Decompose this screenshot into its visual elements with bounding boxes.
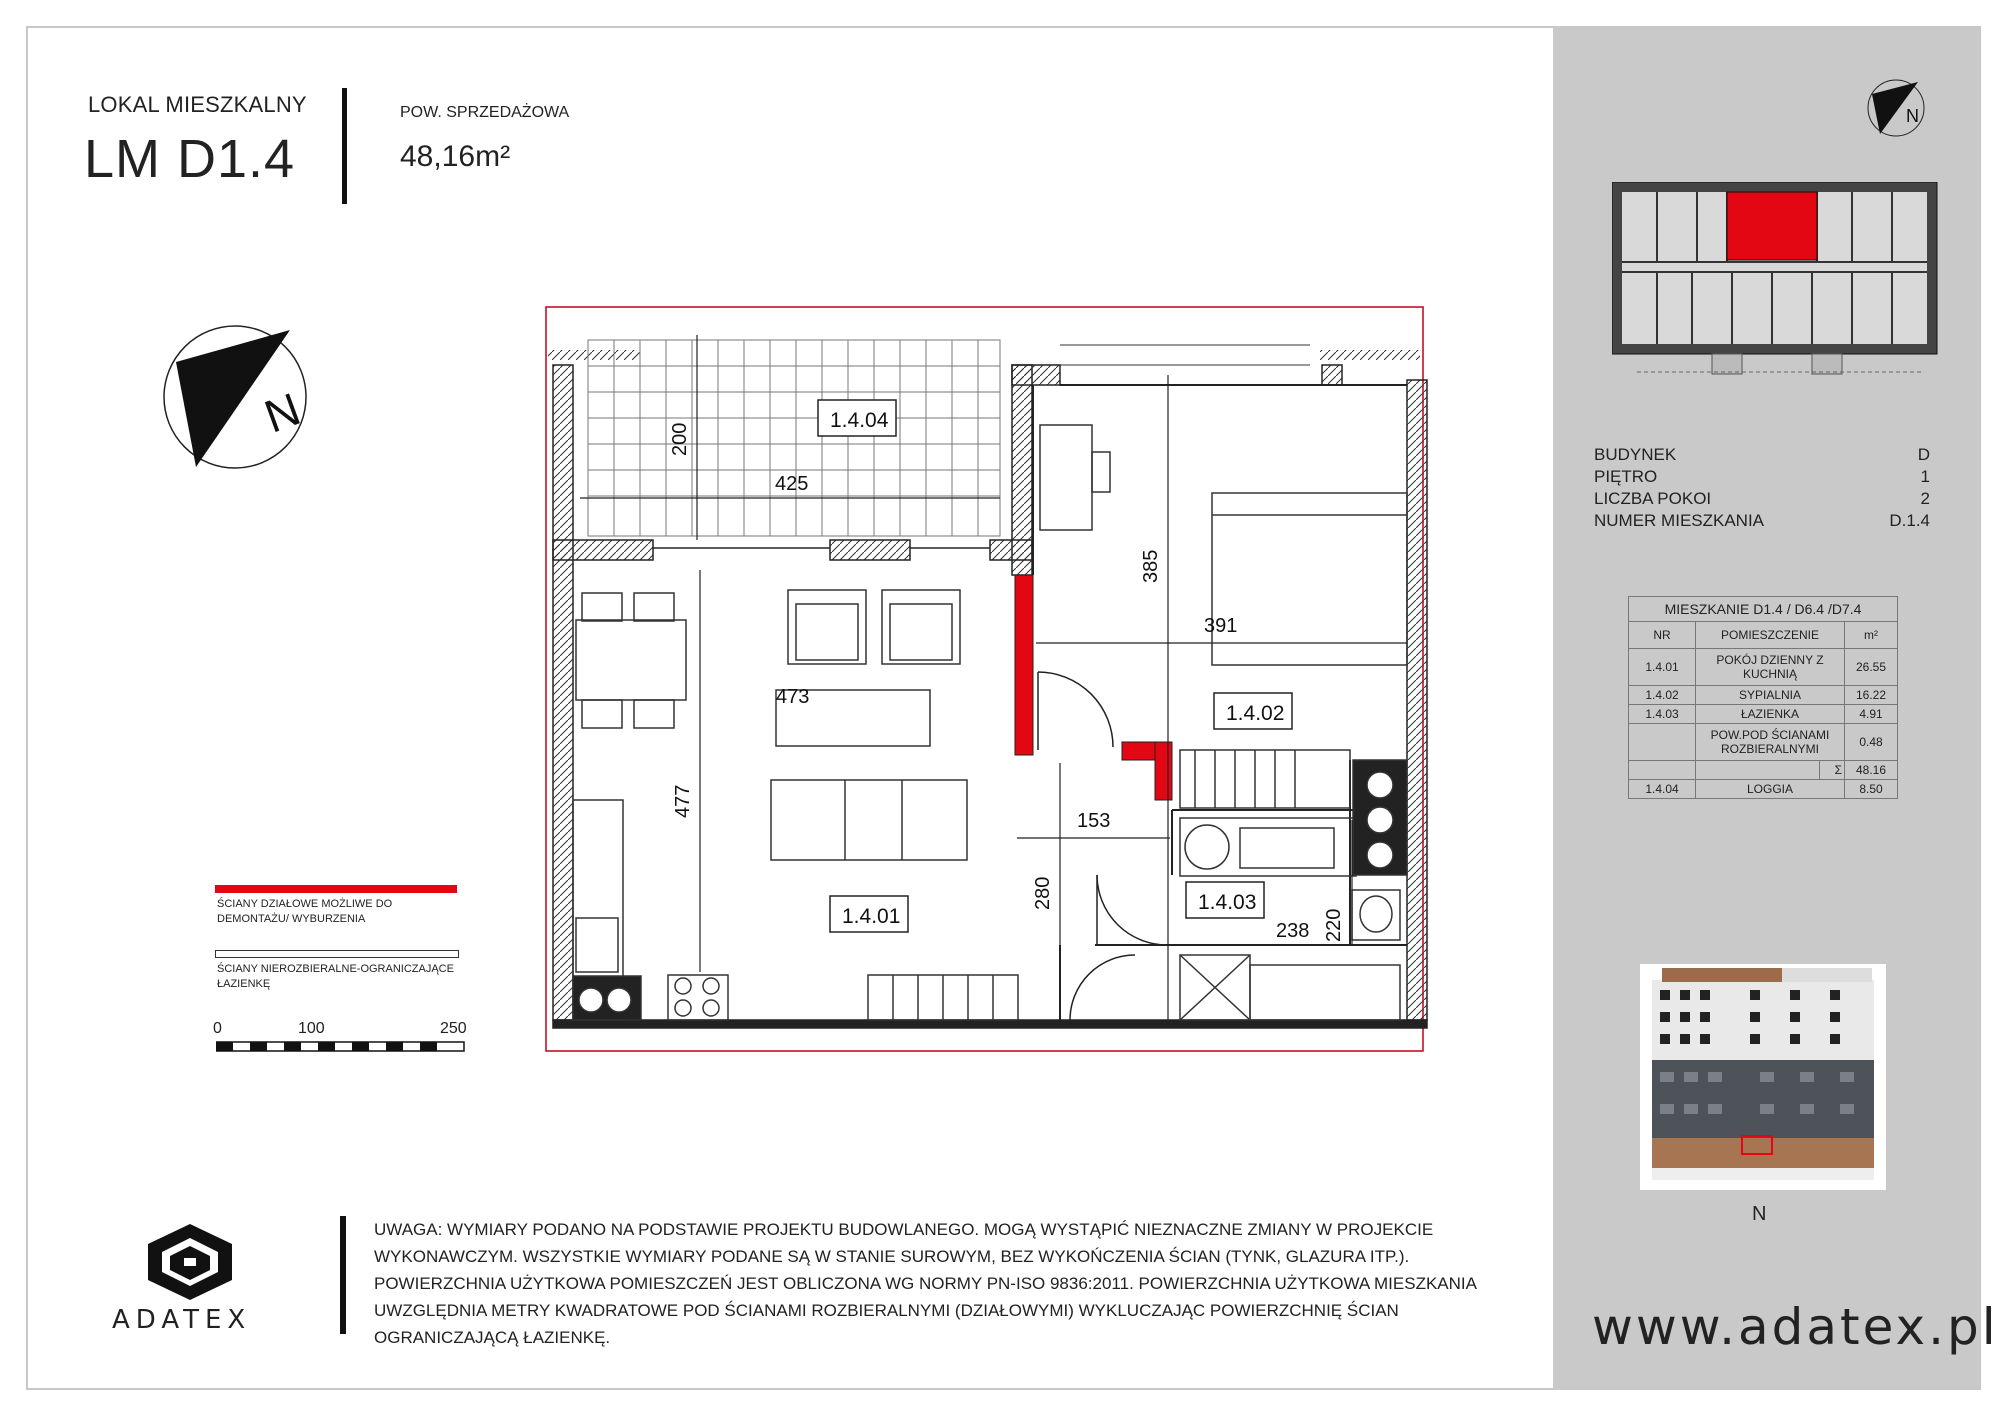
brand-name: ADATEX bbox=[112, 1305, 252, 1335]
dim-living-depth: 477 bbox=[672, 784, 694, 818]
small-compass-icon bbox=[1866, 78, 1926, 138]
room-label-bedroom: 1.4.02 bbox=[1226, 702, 1285, 725]
dining-set bbox=[576, 593, 686, 728]
scale-label-0: 0 bbox=[213, 1020, 222, 1037]
disclaimer-note: UWAGA: WYMIARY PODANO NA PODSTAWIE PROJEKTU BUDOWLANEGO. MOGĄ WYSTĄPIĆ NIEZNACZNE ZMIANY W PROJEKCIE WYKONAWCZYM. WSZYSTKIE WYMIARY PODANE SĄ W STANIE SUROWYM, BEZ WYKOŃCZENIA ŚCIAN (TYNK, GLAZURA ITP.). POWIERZCHNIA UŻYTKOWA POMIESZCZEŃ JEST OBLICZONA WG NORMY PN-ISO 9836:2011. POWIERZCHNIA UŻYTKOWA MIESZKANIA UWZGLĘDNIA METRY KWADRATOWE POD ŚCIANAMI ROZBIERALNYMI (DZIAŁOWYMI) WYKLUCZAJĄC POWIERZCHNIĘ ŚCIAN OGRANICZAJĄCĄ ŁAZIENKĘ. bbox=[374, 1220, 1477, 1347]
dim-hall-depth: 280 bbox=[1032, 876, 1054, 910]
website-url[interactable]: www.adatex.pl bbox=[1592, 1298, 1999, 1356]
legend-fixed-swatch bbox=[215, 950, 459, 958]
table-row: 1.4.04 LOGGIA 8.50 bbox=[1629, 780, 1898, 799]
dim-bath-depth: 220 bbox=[1323, 908, 1345, 942]
compass-icon bbox=[160, 322, 310, 472]
unit-code: LM D1.4 bbox=[84, 129, 296, 189]
table-row: 1.4.03 ŁAZIENKA 4.91 bbox=[1629, 705, 1898, 724]
adatex-logo-icon bbox=[140, 1222, 240, 1302]
room-label-loggia: 1.4.04 bbox=[830, 409, 889, 432]
dim-hall-width: 153 bbox=[1077, 810, 1111, 832]
legend-removable-swatch bbox=[215, 885, 457, 893]
unit-type-label: LOKAL MIESZKALNY bbox=[88, 92, 307, 117]
room-label-living: 1.4.01 bbox=[842, 905, 901, 928]
legend-fixed-text: ŚCIANY NIEROZBIERALNE-OGRANICZAJĄCE ŁAZIENKĘ bbox=[217, 963, 454, 990]
floor-plan bbox=[540, 300, 1440, 1060]
svg-text:N: N bbox=[1906, 106, 1919, 126]
scale-label-100: 100 bbox=[298, 1020, 325, 1037]
dim-loggia-width: 425 bbox=[775, 473, 809, 495]
table-row: 1.4.01 POKÓJ DZIENNY Z KUCHNIĄ 26.55 bbox=[1629, 649, 1898, 686]
room-label-bathroom: 1.4.03 bbox=[1198, 891, 1257, 914]
elevation-label: N bbox=[1752, 1203, 1767, 1225]
dim-bed-width: 391 bbox=[1204, 615, 1238, 637]
header-divider bbox=[342, 88, 347, 204]
building-elevation bbox=[1640, 964, 1886, 1190]
dimension-lines bbox=[580, 335, 1407, 1020]
info-block bbox=[1594, 444, 1930, 532]
key-plan bbox=[1612, 182, 1942, 382]
info-row-rooms: LICZBA POKOI 2 bbox=[1594, 489, 1930, 508]
area-label: POW. SPRZEDAŻOWA bbox=[400, 104, 570, 121]
kitchen-counter bbox=[573, 800, 1018, 1020]
info-row-building: BUDYNEK D bbox=[1594, 445, 1930, 464]
dim-living-width: 473 bbox=[776, 686, 810, 708]
table-row: POW.POD ŚCIANAMI ROZBIERALNYMI 0.48 bbox=[1629, 724, 1898, 761]
info-row-floor: PIĘTRO 1 bbox=[1594, 467, 1930, 486]
room-labels bbox=[818, 400, 1292, 932]
table-sum-row: Σ 48.16 bbox=[1629, 761, 1898, 780]
col-header-unit: m² bbox=[1845, 622, 1898, 649]
table-row: 1.4.02 SYPIALNIA 16.22 bbox=[1629, 686, 1898, 705]
rooms-table-title: MIESZKANIE D1.4 / D6.4 /D7.4 bbox=[1629, 597, 1898, 622]
dim-loggia-depth: 200 bbox=[669, 422, 691, 456]
dim-bed-depth: 385 bbox=[1140, 549, 1162, 583]
notice-divider bbox=[340, 1216, 346, 1334]
area-value: 48,16m² bbox=[400, 140, 511, 173]
info-row-number: NUMER MIESZKANIA D.1.4 bbox=[1594, 511, 1930, 530]
loggia-tiles bbox=[588, 340, 1000, 536]
col-header-room: POMIESZCZENIE bbox=[1696, 622, 1845, 649]
dim-bath-width: 238 bbox=[1276, 920, 1310, 942]
scale-label-250: 250 bbox=[440, 1020, 467, 1037]
scale-bar bbox=[216, 1040, 466, 1054]
rooms-table bbox=[1628, 596, 1898, 799]
legend-removable-text: ŚCIANY DZIAŁOWE MOŻLIWE DO DEMONTAŻU/ WYBURZENIA bbox=[217, 898, 393, 925]
key-plan-highlight bbox=[1727, 192, 1817, 260]
living-furniture bbox=[771, 590, 967, 860]
compass-letter: N bbox=[257, 382, 307, 443]
col-header-nr: NR bbox=[1629, 622, 1696, 649]
